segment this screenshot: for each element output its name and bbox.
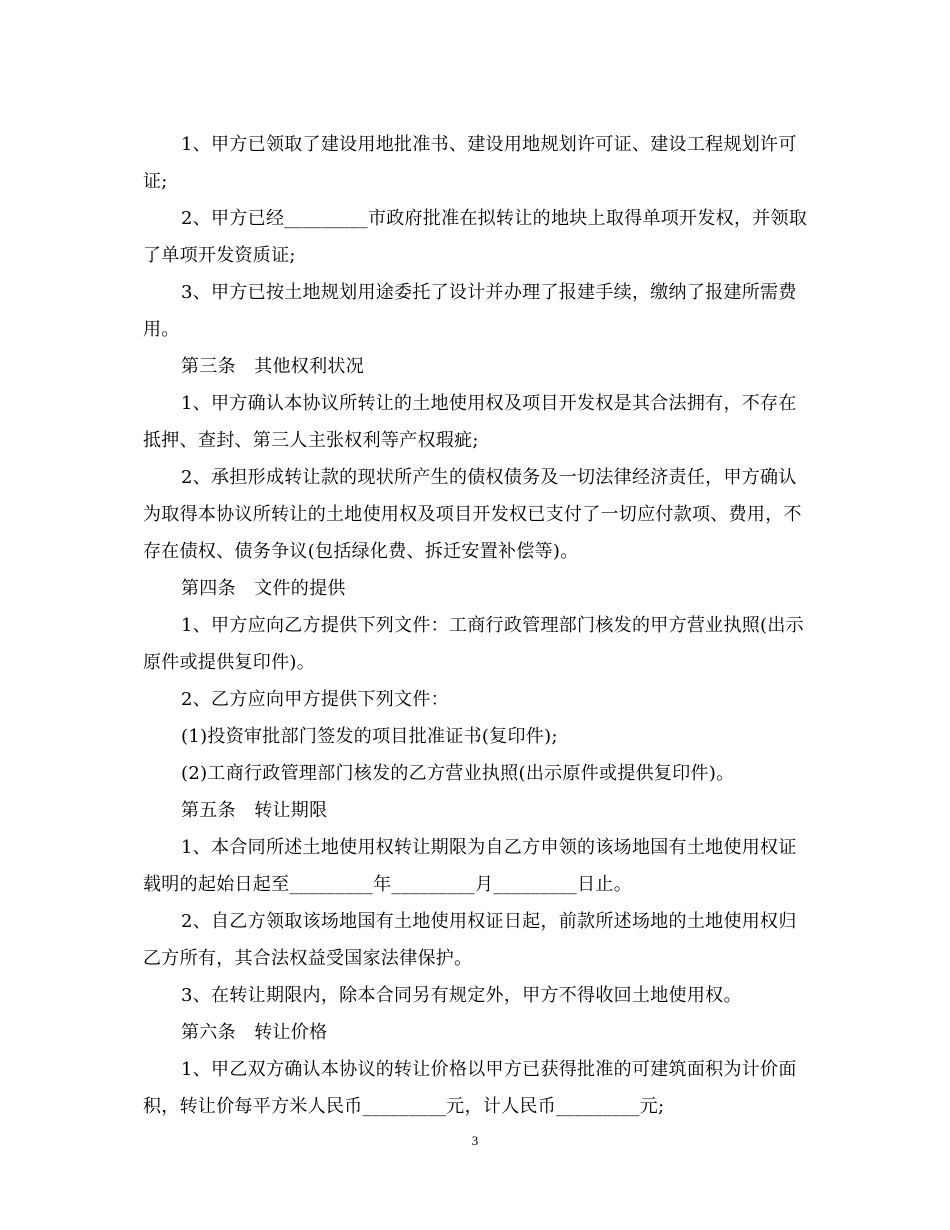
clause-paragraph: 1、甲方已领取了建设用地批准书、建设用地规划许可证、建设工程规划许可证; [143, 134, 797, 192]
sub-clause-paragraph: (1)投资审批部门签发的项目批准证书(复印件); [181, 726, 558, 747]
clause-paragraph: 2、承担形成转让款的现状所产生的债权债务及一切法律经济责任，甲方确认为取得本协议所转让的土地使用权及项目开发权已支付了一切应付款项、费用，不存在债权、债务争议(包括绿化费、拆迁安置补偿等)。 [143, 467, 802, 562]
page-number: 3 [471, 1133, 479, 1148]
article-heading: 第五条 转让期限 [181, 800, 328, 821]
article-heading: 第三条 其他权利状况 [181, 356, 364, 377]
clause-paragraph: 2、甲方已经_________市政府批准在拟转让的地块上取得单项开发权，并领取了单项开发资质证; [143, 208, 808, 266]
clause-paragraph: 3、甲方已按土地规划用途委托了设计并办理了报建手续，缴纳了报建所需费用。 [143, 282, 797, 340]
clause-paragraph: 1、本合同所述土地使用权转让期限为自乙方申领的该场地国有土地使用权证载明的起始日起至_________年_________月_________日止。 [143, 837, 797, 895]
document-body [143, 126, 811, 1125]
clause-paragraph: 1、甲乙双方确认本协议的转让价格以甲方已获得批准的可建筑面积为计价面积，转让价每平方米人民币_________元，计人民币_________元; [143, 1059, 797, 1117]
clause-paragraph: 2、乙方应向甲方提供下列文件： [181, 689, 449, 710]
article-heading: 第六条 转让价格 [181, 1022, 328, 1043]
clause-paragraph: 2、自乙方领取该场地国有土地使用权证日起，前款所述场地的土地使用权归乙方所有，其合法权益受国家法律保护。 [143, 911, 797, 969]
clause-paragraph: 1、甲方应向乙方提供下列文件：工商行政管理部门核发的甲方营业执照(出示原件或提供复印件)。 [143, 615, 804, 673]
clause-paragraph: 3、在转让期限内，除本合同另有规定外，甲方不得收回土地使用权。 [181, 985, 742, 1006]
article-heading: 第四条 文件的提供 [181, 578, 346, 599]
clause-paragraph: 1、甲方确认本协议所转让的土地使用权及项目开发权是其合法拥有，不存在抵押、查封、第三人主张权利等产权瑕疵; [143, 393, 797, 451]
sub-clause-paragraph: (2)工商行政管理部门核发的乙方营业执照(出示原件或提供复印件)。 [181, 763, 735, 784]
